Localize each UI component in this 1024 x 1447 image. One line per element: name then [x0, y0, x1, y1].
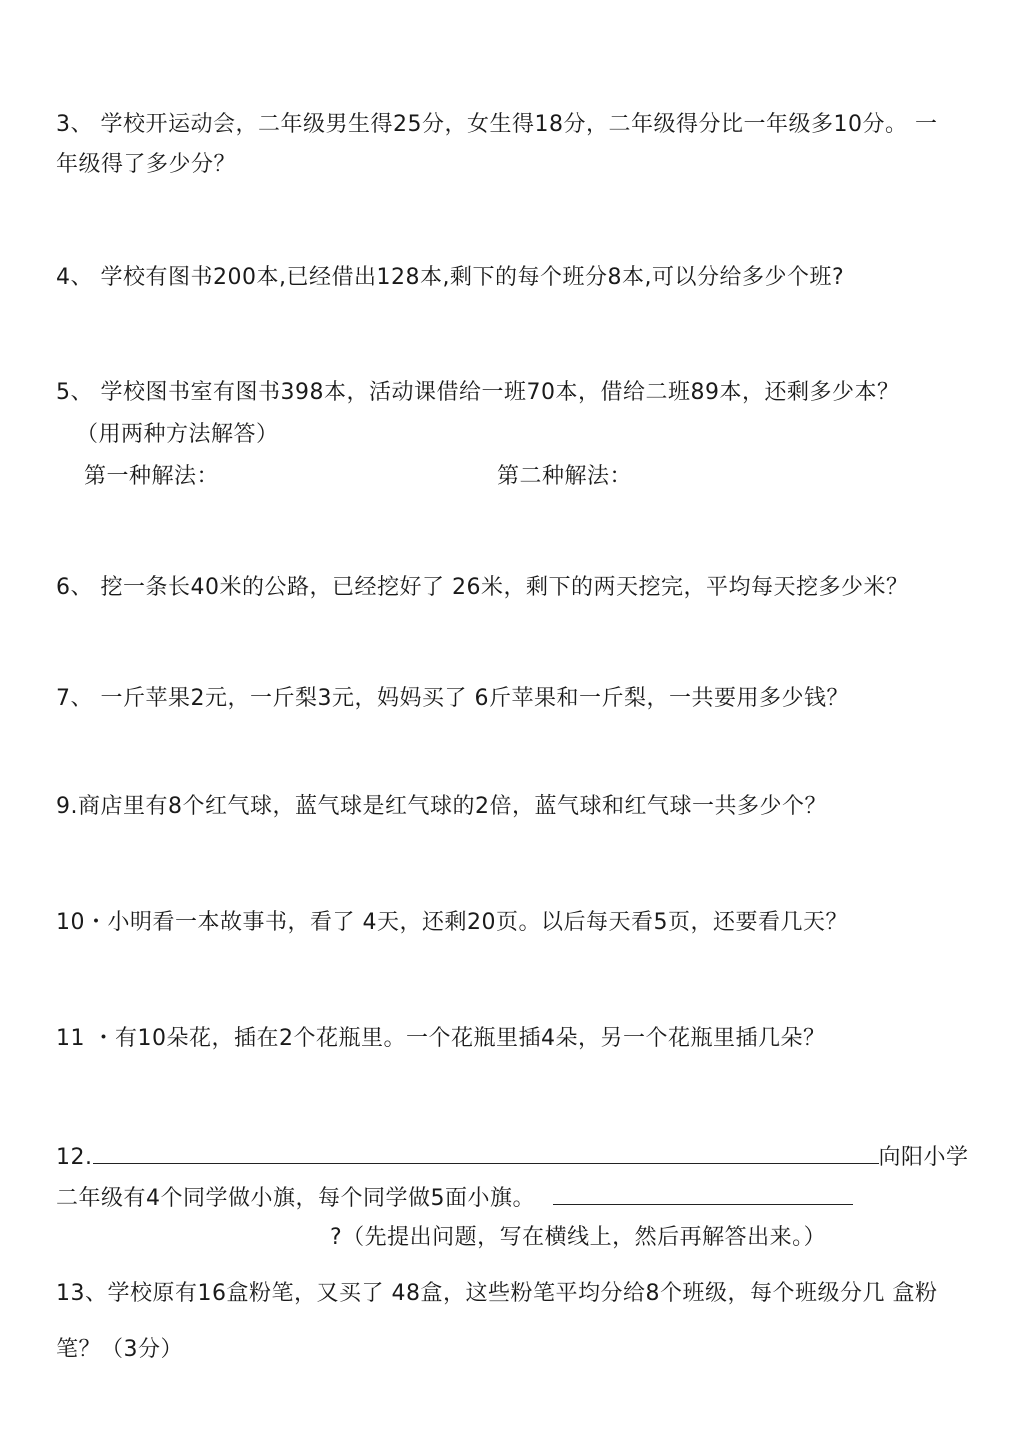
question-5-line-1: 5、 学校图书室有图书398本，活动课借给一班70本，借给二班89本，还剩多少本？	[56, 380, 900, 405]
question-12-line-3: ?（先提出问题，写在横线上，然后再解答出来。）	[330, 1225, 827, 1250]
question-12-line-1	[56, 1141, 969, 1173]
question-12-line-2	[56, 1182, 853, 1214]
question-5-line-2: （用两种方法解答）	[76, 422, 279, 447]
question-12-school: 向阳小学	[878, 1145, 969, 1170]
question-5-method-2: 第二种解法：	[497, 464, 633, 489]
question-13-line-2: 笔？（3分）	[56, 1337, 183, 1362]
question-9: 9.商店里有8个红气球，蓝气球是红气球的2倍，蓝气球和红气球一共多少个？	[56, 794, 827, 819]
question-7: 7、 一斤苹果2元，一斤梨3元，妈妈买了 6斤苹果和一斤梨，一共要用多少钱？	[56, 686, 849, 711]
question-6: 6、 挖一条长40米的公路，已经挖好了 26米，剩下的两天挖完，平均每天挖多少米？	[56, 575, 909, 600]
question-10: 10・小明看一本故事书，看了 4天，还剩20页。以后每天看5页，还要看几天？	[56, 910, 848, 935]
question-13-line-1: 13、学校原有16盒粉笔，又买了 48盒，这些粉笔平均分给8个班级，每个班级分几 盒粉	[56, 1281, 938, 1306]
question-12-number: 12.	[56, 1145, 93, 1170]
question-12-answer-blank-2[interactable]	[553, 1182, 853, 1205]
question-4: 4、 学校有图书200本,已经借出128本,剩下的每个班分8本,可以分给多少个班?	[56, 265, 845, 290]
question-5-method-1: 第一种解法：	[84, 464, 220, 489]
question-3-line-1: 3、 学校开运动会，二年级男生得25分，女生得18分，二年级得分比一年级多10分。 一	[56, 112, 938, 137]
question-12-text: 二年级有4个同学做小旗，每个同学做5面小旗。	[56, 1186, 535, 1211]
question-11: 11 ・有10朵花，插在2个花瓶里。一个花瓶里插4朵，另一个花瓶里插几朵？	[56, 1026, 826, 1051]
question-12-answer-blank-1[interactable]	[93, 1141, 879, 1164]
question-3-line-2: 年级得了多少分？	[56, 152, 237, 177]
